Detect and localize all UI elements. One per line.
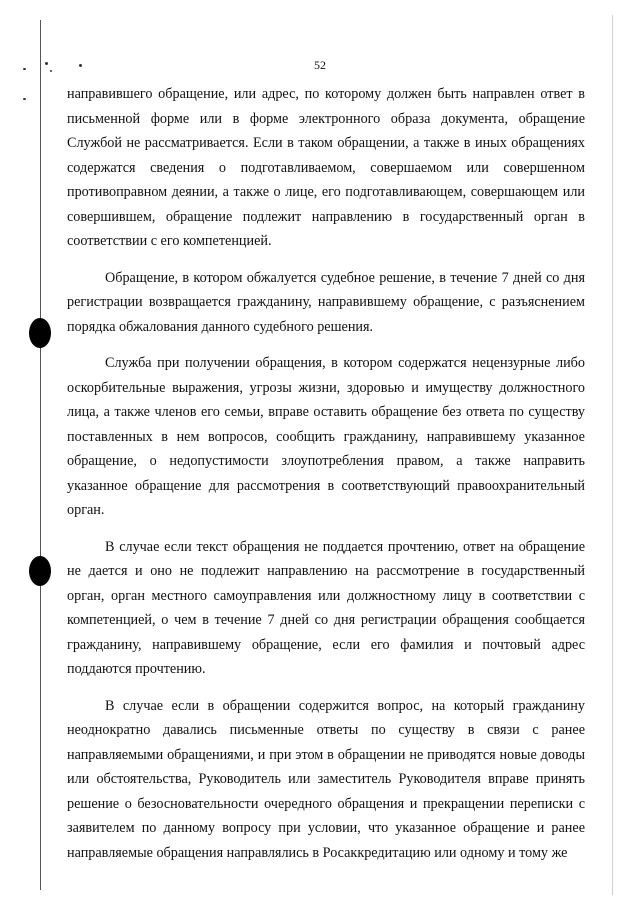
scan-speck [23, 98, 26, 100]
page-number: 52 [314, 58, 326, 72]
paragraph-offensive-language: Служба при получении обращения, в котором содержатся нецензурные либо оскорбительные выражения, угрозы жизни, здоровью и имуществу должностного лица, а также членов его семьи, вправе оставить обращение без ответа по существу поставленных в нем вопросов, сообщить гражданину, направившему указанное обращение, о недопустимости злоупотребления правом, а также направить указанное обращение для рассмотрения в соответствующий правоохранительный орган. [67, 355, 585, 518]
paragraph-court-decision: Обращение, в котором обжалуется судебное решение, в течение 7 дней со дня регистрации возвращается гражданину, направившему обращение, с разъяснением порядка обжалования данного судебного решения. [67, 269, 585, 335]
scan-edge-line [612, 15, 613, 895]
paragraph-unreadable-text: В случае если текст обращения не поддается прочтению, ответ на обращение не дается и оно не подлежит направлению на рассмотрение в государственный орган, орган местного самоуправления или должностному лицу в соответствии с компетенцией, о чем в течение 7 дней со дня регистрации обращения сообщается гражданину, направившему обращение, если его фамилия и почтовый адрес поддаются прочтению. [67, 538, 585, 677]
paragraph-repeated-question: В случае если в обращении содержится вопрос, на который гражданину неоднократно давались письменные ответы по существу в связи с ранее направляемыми обращениями, и при этом в обращении не приводятся новые доводы или обстоятельства, Руководитель или заместитель Руководителя вправе принять решение о безосновательности очередного обращения и прекращении переписки с заявителем по данному вопросу при условии, что указанное обращение и ранее направляемые обращения направлялись в Росаккредитацию или одному и тому же [67, 697, 585, 861]
punch-hole [29, 556, 51, 586]
punch-hole [29, 318, 51, 348]
document-body [67, 82, 585, 865]
scan-margin-line [40, 20, 41, 890]
paragraph-continuation: направившего обращение, или адрес, по которому должен быть направлен ответ в письменной форме или в форме электронного образа документа, обращение Службой не рассматривается. Если в таком обращении, а также в иных обращениях содержатся сведения о подготавливаемом, совершаемом или совершенном противоправном деянии, а также о лице, его подготавливающем, совершающем или совершившем, обращение подлежит направлению в государственный орган в соответствии с его компетенцией. [67, 86, 585, 249]
